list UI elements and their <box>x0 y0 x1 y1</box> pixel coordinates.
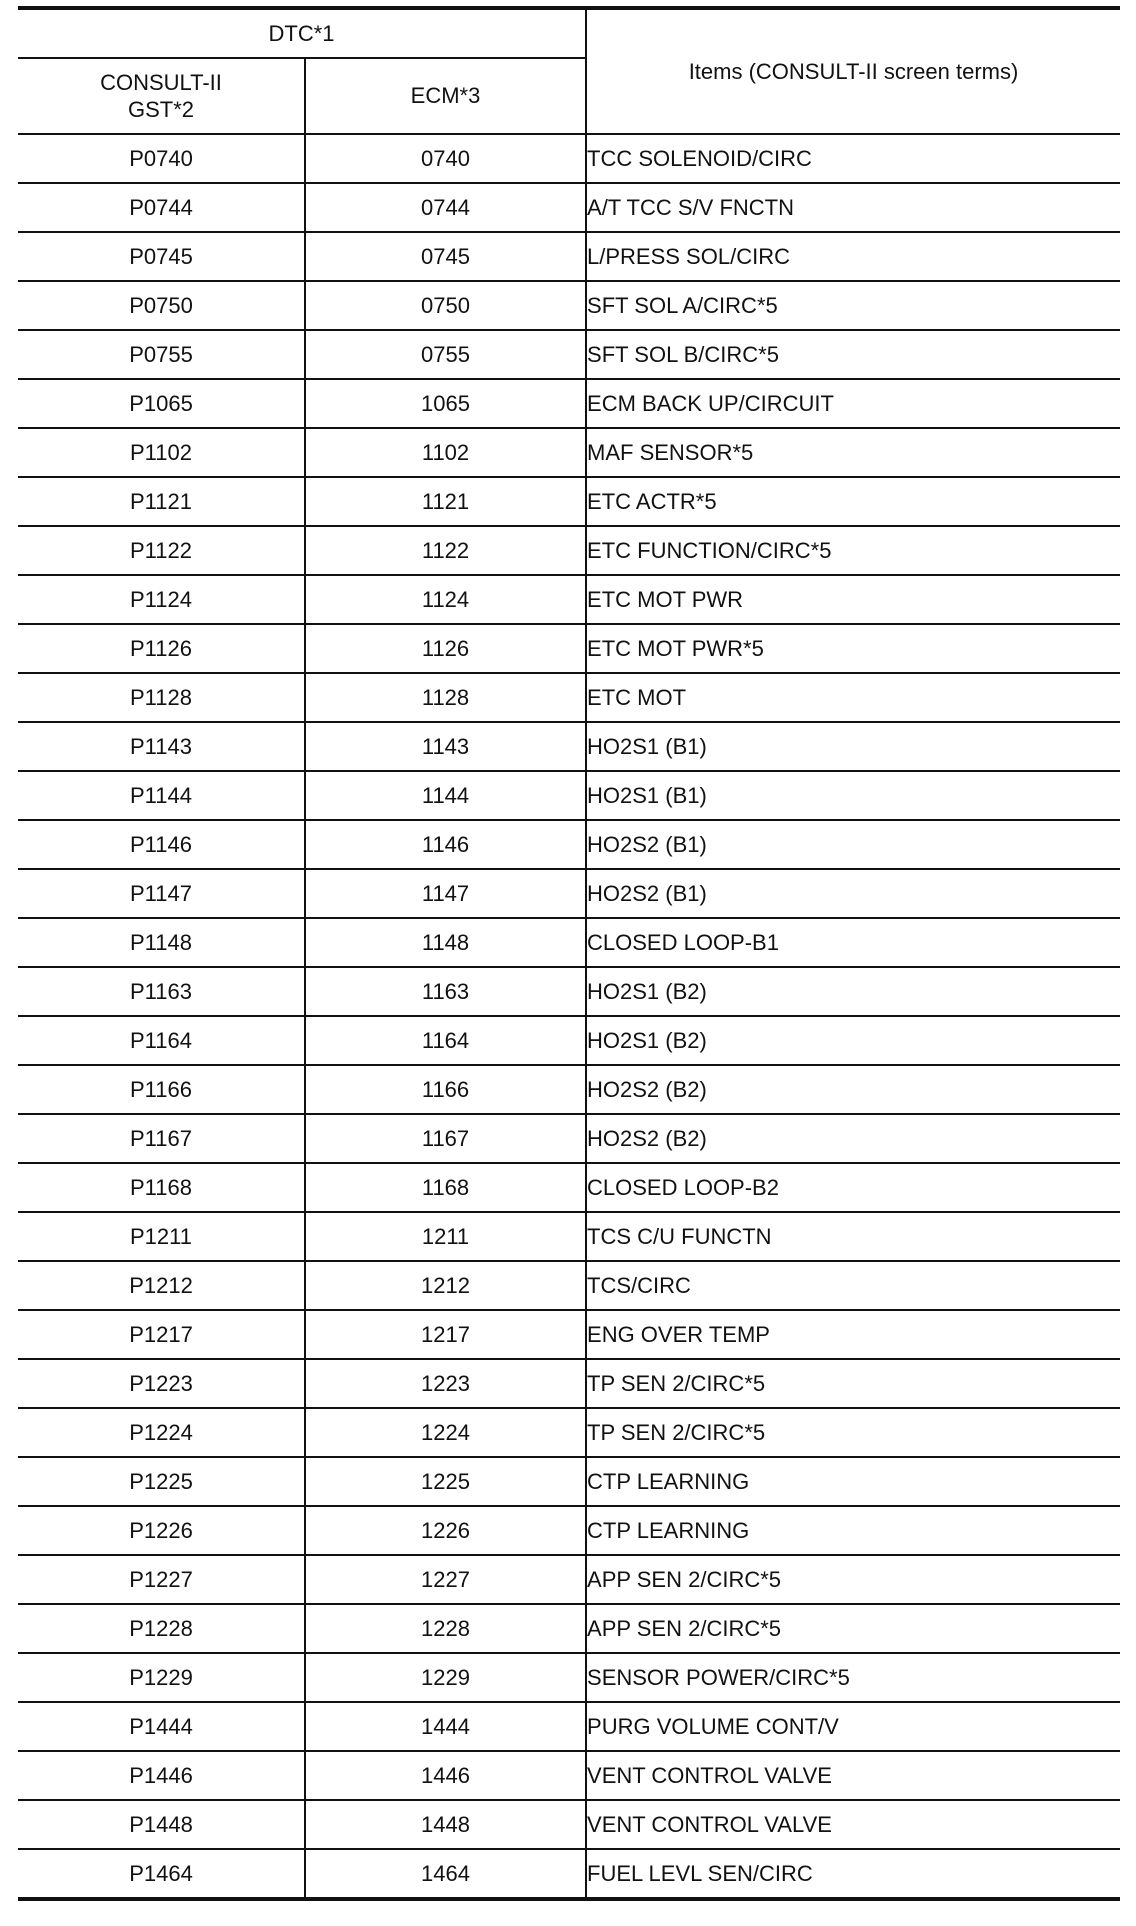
dtc-code-cell: P0755 <box>18 330 305 379</box>
ecm-code-cell: 1147 <box>305 869 586 918</box>
item-term-cell: SFT SOL B/CIRC*5 <box>586 330 1120 379</box>
table-row <box>18 477 1120 526</box>
dtc-code-cell: P1227 <box>18 1555 305 1604</box>
ecm-code-cell: 1464 <box>305 1849 586 1899</box>
ecm-code-cell: 1163 <box>305 967 586 1016</box>
table-header <box>18 8 1120 134</box>
table-row <box>18 1849 1120 1899</box>
item-term-cell: HO2S2 (B2) <box>586 1114 1120 1163</box>
ecm-code-cell: 0740 <box>305 134 586 183</box>
table-row <box>18 673 1120 722</box>
table-row <box>18 575 1120 624</box>
ecm-code-cell: 1224 <box>305 1408 586 1457</box>
table-row <box>18 1653 1120 1702</box>
dtc-code-cell: P0744 <box>18 183 305 232</box>
table-row <box>18 967 1120 1016</box>
item-term-cell: ETC ACTR*5 <box>586 477 1120 526</box>
item-term-cell: ECM BACK UP/CIRCUIT <box>586 379 1120 428</box>
item-term-cell: HO2S2 (B1) <box>586 869 1120 918</box>
item-term-cell: MAF SENSOR*5 <box>586 428 1120 477</box>
table-row <box>18 918 1120 967</box>
table-row <box>18 1604 1120 1653</box>
dtc-code-cell: P1126 <box>18 624 305 673</box>
ecm-code-cell: 1166 <box>305 1065 586 1114</box>
item-term-cell: TCS/CIRC <box>586 1261 1120 1310</box>
item-term-cell: A/T TCC S/V FNCTN <box>586 183 1120 232</box>
item-term-cell: HO2S2 (B1) <box>586 820 1120 869</box>
consult-header-line1: CONSULT-II <box>100 69 222 95</box>
dtc-code-cell: P0745 <box>18 232 305 281</box>
dtc-code-cell: P1168 <box>18 1163 305 1212</box>
ecm-header: ECM*3 <box>305 58 586 134</box>
dtc-code-cell: P1146 <box>18 820 305 869</box>
table-row <box>18 1702 1120 1751</box>
dtc-code-cell: P1122 <box>18 526 305 575</box>
ecm-code-cell: 1448 <box>305 1800 586 1849</box>
item-term-cell: CTP LEARNING <box>586 1457 1120 1506</box>
item-term-cell: ETC MOT PWR*5 <box>586 624 1120 673</box>
item-term-cell: CTP LEARNING <box>586 1506 1120 1555</box>
table-row <box>18 820 1120 869</box>
item-term-cell: VENT CONTROL VALVE <box>586 1751 1120 1800</box>
table-row <box>18 1163 1120 1212</box>
table-row <box>18 1506 1120 1555</box>
ecm-code-cell: 1126 <box>305 624 586 673</box>
item-term-cell: L/PRESS SOL/CIRC <box>586 232 1120 281</box>
dtc-code-cell: P1124 <box>18 575 305 624</box>
ecm-code-cell: 1227 <box>305 1555 586 1604</box>
ecm-code-cell: 1065 <box>305 379 586 428</box>
item-term-cell: TCC SOLENOID/CIRC <box>586 134 1120 183</box>
dtc-code-cell: P1217 <box>18 1310 305 1359</box>
table-row <box>18 624 1120 673</box>
item-term-cell: SENSOR POWER/CIRC*5 <box>586 1653 1120 1702</box>
item-term-cell: CLOSED LOOP-B2 <box>586 1163 1120 1212</box>
table-row <box>18 1457 1120 1506</box>
dtc-code-cell: P1448 <box>18 1800 305 1849</box>
item-term-cell: HO2S2 (B2) <box>586 1065 1120 1114</box>
ecm-code-cell: 1167 <box>305 1114 586 1163</box>
ecm-code-cell: 1446 <box>305 1751 586 1800</box>
table-row <box>18 281 1120 330</box>
ecm-code-cell: 1225 <box>305 1457 586 1506</box>
ecm-code-cell: 1148 <box>305 918 586 967</box>
ecm-code-cell: 1146 <box>305 820 586 869</box>
dtc-code-cell: P1211 <box>18 1212 305 1261</box>
ecm-code-cell: 1229 <box>305 1653 586 1702</box>
table-row <box>18 771 1120 820</box>
dtc-code-cell: P1102 <box>18 428 305 477</box>
dtc-code-cell: P1225 <box>18 1457 305 1506</box>
item-term-cell: APP SEN 2/CIRC*5 <box>586 1604 1120 1653</box>
ecm-code-cell: 1168 <box>305 1163 586 1212</box>
dtc-code-cell: P1212 <box>18 1261 305 1310</box>
ecm-code-cell: 1226 <box>305 1506 586 1555</box>
ecm-code-cell: 0750 <box>305 281 586 330</box>
ecm-code-cell: 1121 <box>305 477 586 526</box>
dtc-code-cell: P1121 <box>18 477 305 526</box>
dtc-code-cell: P1163 <box>18 967 305 1016</box>
item-term-cell: TP SEN 2/CIRC*5 <box>586 1408 1120 1457</box>
table-row <box>18 1800 1120 1849</box>
ecm-code-cell: 1212 <box>305 1261 586 1310</box>
table-row <box>18 1359 1120 1408</box>
table-row <box>18 379 1120 428</box>
dtc-code-cell: P1166 <box>18 1065 305 1114</box>
item-term-cell: PURG VOLUME CONT/V <box>586 1702 1120 1751</box>
consult-header-line2: GST*2 <box>127 97 195 122</box>
ecm-code-cell: 1122 <box>305 526 586 575</box>
dtc-code-cell: P1164 <box>18 1016 305 1065</box>
table-row <box>18 134 1120 183</box>
item-term-cell: APP SEN 2/CIRC*5 <box>586 1555 1120 1604</box>
dtc-code-cell: P1464 <box>18 1849 305 1899</box>
table-row <box>18 1016 1120 1065</box>
ecm-code-cell: 1124 <box>305 575 586 624</box>
consult-gst-header <box>18 58 305 134</box>
dtc-code-cell: P1224 <box>18 1408 305 1457</box>
dtc-code-cell: P1143 <box>18 722 305 771</box>
dtc-code-cell: P1148 <box>18 918 305 967</box>
ecm-code-cell: 1164 <box>305 1016 586 1065</box>
item-term-cell: SFT SOL A/CIRC*5 <box>586 281 1120 330</box>
table-row <box>18 232 1120 281</box>
item-term-cell: HO2S1 (B1) <box>586 771 1120 820</box>
items-header: Items (CONSULT-II screen terms) <box>586 8 1120 134</box>
ecm-code-cell: 1444 <box>305 1702 586 1751</box>
ecm-code-cell: 0744 <box>305 183 586 232</box>
table-row <box>18 428 1120 477</box>
dtc-code-cell: P1128 <box>18 673 305 722</box>
dtc-table <box>18 6 1120 1901</box>
item-term-cell: FUEL LEVL SEN/CIRC <box>586 1849 1120 1899</box>
dtc-code-cell: P0740 <box>18 134 305 183</box>
ecm-code-cell: 1128 <box>305 673 586 722</box>
ecm-code-cell: 1211 <box>305 1212 586 1261</box>
dtc-code-cell: P0750 <box>18 281 305 330</box>
table-row <box>18 1114 1120 1163</box>
dtc-code-cell: P1446 <box>18 1751 305 1800</box>
item-term-cell: CLOSED LOOP-B1 <box>586 918 1120 967</box>
ecm-code-cell: 0745 <box>305 232 586 281</box>
item-term-cell: TP SEN 2/CIRC*5 <box>586 1359 1120 1408</box>
dtc-code-cell: P1065 <box>18 379 305 428</box>
table-row <box>18 1261 1120 1310</box>
table-row <box>18 1751 1120 1800</box>
item-term-cell: ETC FUNCTION/CIRC*5 <box>586 526 1120 575</box>
dtc-code-cell: P1223 <box>18 1359 305 1408</box>
dtc-code-cell: P1229 <box>18 1653 305 1702</box>
table-row <box>18 722 1120 771</box>
ecm-code-cell: 1217 <box>305 1310 586 1359</box>
ecm-code-cell: 1223 <box>305 1359 586 1408</box>
ecm-code-cell: 0755 <box>305 330 586 379</box>
table-row <box>18 1212 1120 1261</box>
table-row <box>18 1408 1120 1457</box>
table-row <box>18 1065 1120 1114</box>
table-row <box>18 1310 1120 1359</box>
dtc-code-cell: P1147 <box>18 869 305 918</box>
table-row <box>18 526 1120 575</box>
dtc-code-cell: P1144 <box>18 771 305 820</box>
dtc-code-cell: P1167 <box>18 1114 305 1163</box>
item-term-cell: HO2S1 (B2) <box>586 967 1120 1016</box>
dtc-code-cell: P1226 <box>18 1506 305 1555</box>
dtc-group-header: DTC*1 <box>18 8 586 58</box>
table-body <box>18 134 1120 1899</box>
dtc-code-cell: P1228 <box>18 1604 305 1653</box>
ecm-code-cell: 1143 <box>305 722 586 771</box>
item-term-cell: HO2S1 (B1) <box>586 722 1120 771</box>
ecm-code-cell: 1144 <box>305 771 586 820</box>
item-term-cell: TCS C/U FUNCTN <box>586 1212 1120 1261</box>
table-row <box>18 1555 1120 1604</box>
table-row <box>18 330 1120 379</box>
table-row <box>18 869 1120 918</box>
item-term-cell: ETC MOT PWR <box>586 575 1120 624</box>
dtc-code-cell: P1444 <box>18 1702 305 1751</box>
item-term-cell: HO2S1 (B2) <box>586 1016 1120 1065</box>
item-term-cell: VENT CONTROL VALVE <box>586 1800 1120 1849</box>
ecm-code-cell: 1228 <box>305 1604 586 1653</box>
table-row <box>18 183 1120 232</box>
item-term-cell: ENG OVER TEMP <box>586 1310 1120 1359</box>
item-term-cell: ETC MOT <box>586 673 1120 722</box>
ecm-code-cell: 1102 <box>305 428 586 477</box>
